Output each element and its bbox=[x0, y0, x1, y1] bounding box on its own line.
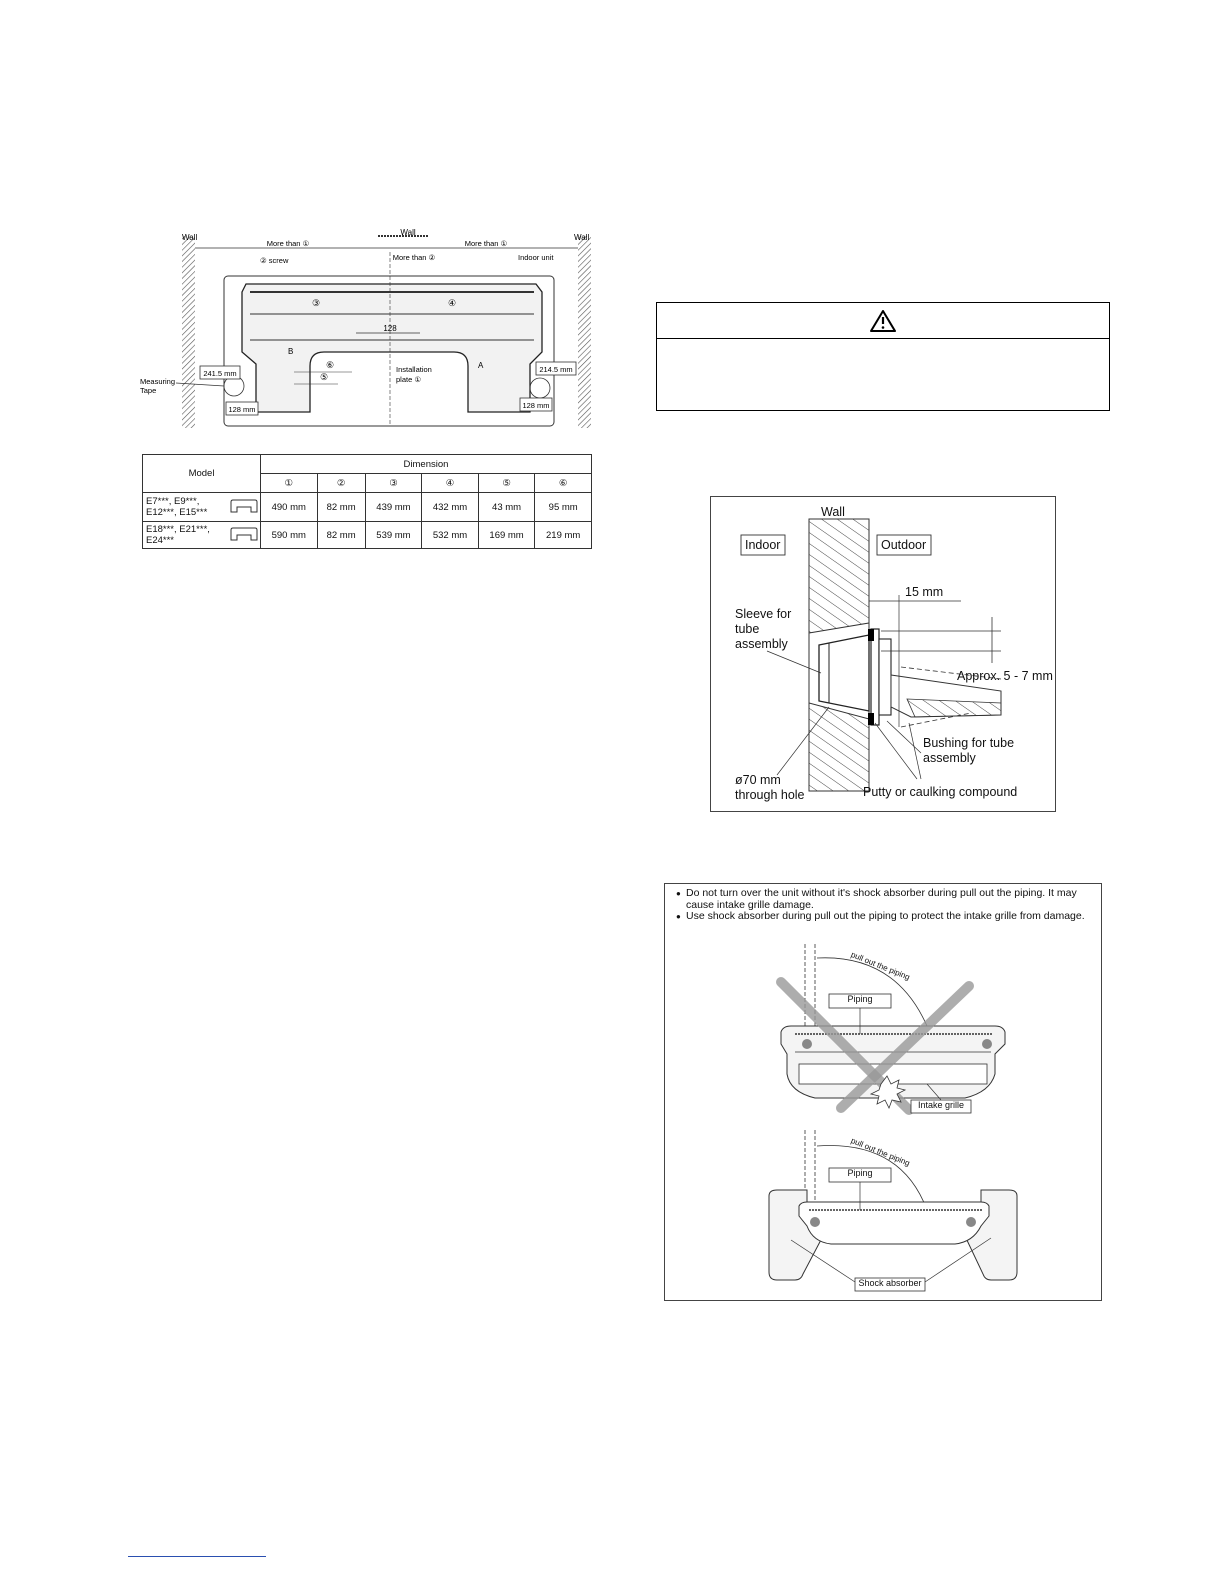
more-than-2-label: More than ② bbox=[392, 253, 436, 262]
column-header: ③ bbox=[365, 474, 422, 493]
letter-b-label: B bbox=[288, 347, 294, 356]
piping-label-1: Piping bbox=[847, 994, 873, 1004]
table-cell: 82 mm bbox=[317, 493, 365, 522]
table-cell: 539 mm bbox=[365, 522, 422, 549]
installation-plate-label-1: Installation bbox=[396, 365, 432, 374]
circle-5-label: ⑤ bbox=[320, 372, 329, 382]
approx-label: Approx. 5 - 7 mm bbox=[957, 669, 1053, 683]
indoor-unit-label: Indoor unit bbox=[518, 253, 554, 262]
table-cell: 532 mm bbox=[422, 522, 479, 549]
table-cell: 432 mm bbox=[422, 493, 479, 522]
dimension-header: Dimension bbox=[261, 455, 592, 474]
unit-shape-icon bbox=[228, 493, 261, 522]
screw-label: ② screw bbox=[260, 256, 289, 265]
dim-128-right-label: 128 mm bbox=[522, 401, 550, 410]
column-header: ⑤ bbox=[478, 474, 535, 493]
right-wall bbox=[578, 236, 591, 428]
installation-plate-figure bbox=[138, 226, 604, 432]
more-than-1-right: More than ① bbox=[464, 239, 508, 248]
pull-out-label-2: pull out the piping bbox=[849, 1136, 912, 1168]
dim-15-label: 15 mm bbox=[905, 585, 944, 599]
putty-label: Putty or caulking compound bbox=[863, 785, 1018, 799]
table-cell: 43 mm bbox=[478, 493, 535, 522]
measuring-tape-label-2: Tape bbox=[140, 386, 157, 395]
table-row bbox=[143, 522, 592, 549]
caution-box bbox=[656, 302, 1110, 411]
circle-6-label: ⑥ bbox=[326, 360, 335, 370]
intake-grille-label: Intake grille bbox=[917, 1100, 965, 1110]
table-cell: 590 mm bbox=[261, 522, 318, 549]
indoor-label: Indoor bbox=[745, 538, 781, 552]
table-cell: 82 mm bbox=[317, 522, 365, 549]
through-hole-label: ø70 mm through hole bbox=[735, 773, 805, 802]
pull-out-label-1: pull out the piping bbox=[849, 950, 912, 982]
circle-3-label: ③ bbox=[312, 298, 321, 308]
wall-label: Wall bbox=[821, 505, 845, 519]
unit-shape-icon bbox=[228, 522, 261, 549]
measuring-tape-label-1: Measuring bbox=[140, 377, 176, 386]
table-cell: 490 mm bbox=[261, 493, 318, 522]
sleeve-shape bbox=[819, 635, 869, 711]
letter-a-label: A bbox=[478, 361, 484, 370]
table-cell: 439 mm bbox=[365, 493, 422, 522]
shock-absorber-label: Shock absorber bbox=[858, 1278, 922, 1288]
bushing-label: Bushing for tube assembly bbox=[923, 736, 1015, 765]
left-wall bbox=[182, 236, 195, 428]
circle-4-label: ④ bbox=[448, 298, 457, 308]
wall-hole-figure bbox=[710, 496, 1056, 812]
shock-absorber-notes bbox=[676, 888, 1086, 923]
dim-128-left-label: 128 mm bbox=[228, 405, 256, 414]
installation-plate-label-2: plate ① bbox=[396, 375, 422, 384]
table-cell: 169 mm bbox=[478, 522, 535, 549]
table-cell: 219 mm bbox=[535, 522, 592, 549]
footer-link-line bbox=[128, 1556, 266, 1557]
model-cell: E18***, E21***, E24*** bbox=[143, 522, 229, 549]
column-header: ① bbox=[261, 474, 318, 493]
model-cell: E7***, E9***, E12***, E15*** bbox=[143, 493, 229, 522]
wall-right-label: Wall bbox=[574, 233, 590, 242]
wall-top-label: Wall bbox=[400, 228, 416, 237]
column-header: ② bbox=[317, 474, 365, 493]
outdoor-label: Outdoor bbox=[881, 538, 927, 552]
column-header: ⑥ bbox=[535, 474, 592, 493]
note-item: ● Use shock absorber during pull out the piping to protect the intake grille from damage. bbox=[676, 911, 1086, 923]
dim-241-5-label: 241.5 mm bbox=[203, 369, 237, 378]
dimension-table bbox=[142, 454, 592, 549]
column-header: ④ bbox=[422, 474, 479, 493]
model-header: Model bbox=[143, 455, 261, 493]
note-item: ● Do not turn over the unit without it's shock absorber during pull out the piping. It may cause intake grille damage. bbox=[676, 888, 1086, 911]
dim-214-5-label: 214.5 mm bbox=[539, 365, 573, 374]
wall-left-label: Wall bbox=[182, 233, 198, 242]
table-row bbox=[143, 493, 592, 522]
dim-128-label: 128 bbox=[383, 324, 397, 333]
shock-absorber-figure bbox=[664, 883, 1102, 1301]
caution-header bbox=[657, 303, 1109, 339]
sleeve-label: Sleeve for tube assembly bbox=[735, 607, 792, 651]
piping-label-2: Piping bbox=[847, 1168, 873, 1178]
more-than-1-left: More than ① bbox=[266, 239, 310, 248]
table-cell: 95 mm bbox=[535, 493, 592, 522]
installation-plate-shape bbox=[242, 284, 542, 412]
warning-triangle-icon bbox=[869, 309, 897, 333]
